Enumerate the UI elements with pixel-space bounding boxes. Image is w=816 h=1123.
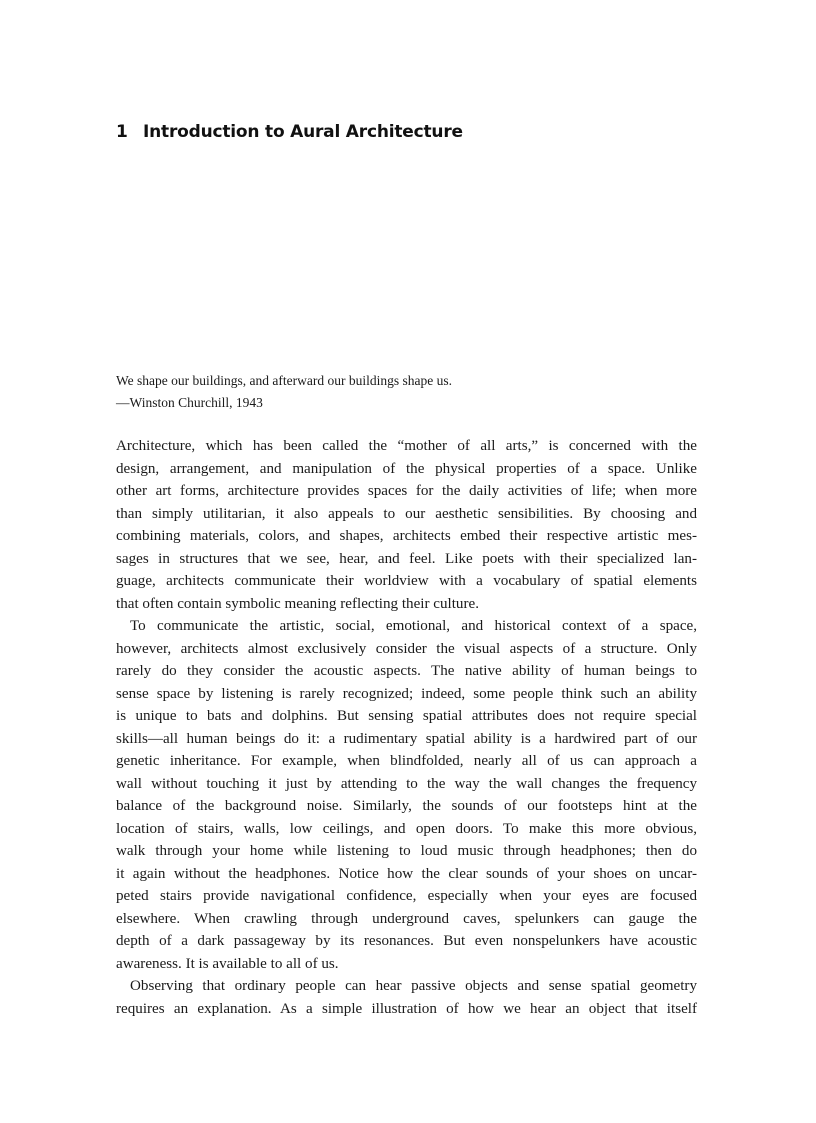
text-line: peted stairs provide navigational confidence, especially when your eyes are focused	[116, 888, 697, 904]
text-line: Architecture, which has been called the “mother of all arts,” is concerned with the	[116, 438, 697, 454]
text-line: than simply utilitarian, it also appeals to our aesthetic sensibilities. By choosing and	[116, 505, 697, 522]
chapter-number: 1	[116, 122, 128, 142]
text-line: other art forms, architecture provides spaces for the daily activities of life; when more	[116, 483, 697, 499]
text-line: rarely do they consider the acoustic aspects. The native ability of human beings to	[116, 663, 697, 679]
text-line: skills—all human beings do it: a rudimentary spatial ability is a hardwired part of our	[116, 730, 697, 747]
text-line: genetic inheritance. For example, when blindfolded, nearly all of us can approach a	[116, 753, 697, 769]
text-line: depth of a dark passageway by its resonances. But even nonspelunkers have acoustic	[116, 933, 697, 949]
chapter-title: Introduction to Aural Architecture	[143, 122, 463, 142]
paragraph-3	[116, 975, 697, 1020]
text-line: awareness. It is available to all of us.	[116, 955, 339, 972]
text-line: sages in structures that we see, hear, and feel. Like poets with their specialized lan-	[116, 550, 697, 567]
text-line: design, arrangement, and manipulation of the physical properties of a space. Unlike	[116, 460, 697, 477]
text-line: combining materials, colors, and shapes, architects embed their respective artistic mes-	[116, 528, 697, 544]
body-text	[116, 435, 697, 1020]
text-line: that often contain symbolic meaning reflecting their culture.	[116, 595, 479, 612]
text-line: requires an explanation. As a simple illustration of how we hear an object that itself	[116, 1000, 697, 1017]
text-line: is unique to bats and dolphins. But sensing spatial attributes does not require special	[116, 708, 697, 724]
text-line: To communicate the artistic, social, emotional, and historical context of a space,	[130, 618, 697, 634]
epigraph-quote: We shape our buildings, and afterward our buildings shape us.	[116, 373, 452, 388]
text-line: guage, architects communicate their worldview with a vocabulary of spatial elements	[116, 573, 697, 589]
chapter-heading	[116, 120, 463, 144]
text-line: however, architects almost exclusively consider the visual aspects of a structure. Only	[116, 640, 697, 657]
epigraph	[116, 370, 697, 414]
epigraph-attribution: —Winston Churchill, 1943	[116, 395, 263, 410]
text-line: walk through your home while listening to loud music through headphones; then do	[116, 843, 697, 859]
text-line: elsewhere. When crawling through underground caves, spelunkers can gauge the	[116, 910, 697, 927]
text-line: location of stairs, walls, low ceilings, and open doors. To make this more obvious,	[116, 820, 697, 837]
paragraph-2	[116, 615, 697, 975]
paragraph-1	[116, 435, 697, 615]
text-line: balance of the background noise. Similarly, the sounds of our footsteps hint at the	[116, 798, 697, 814]
text-line: it again without the headphones. Notice how the clear sounds of your shoes on uncar-	[116, 865, 697, 882]
text-line: sense space by listening is rarely recognized; indeed, some people think such an ability	[116, 685, 697, 702]
text-line: Observing that ordinary people can hear passive objects and sense spatial geometry	[130, 978, 697, 994]
text-line: wall without touching it just by attending to the way the wall changes the frequency	[116, 775, 697, 792]
